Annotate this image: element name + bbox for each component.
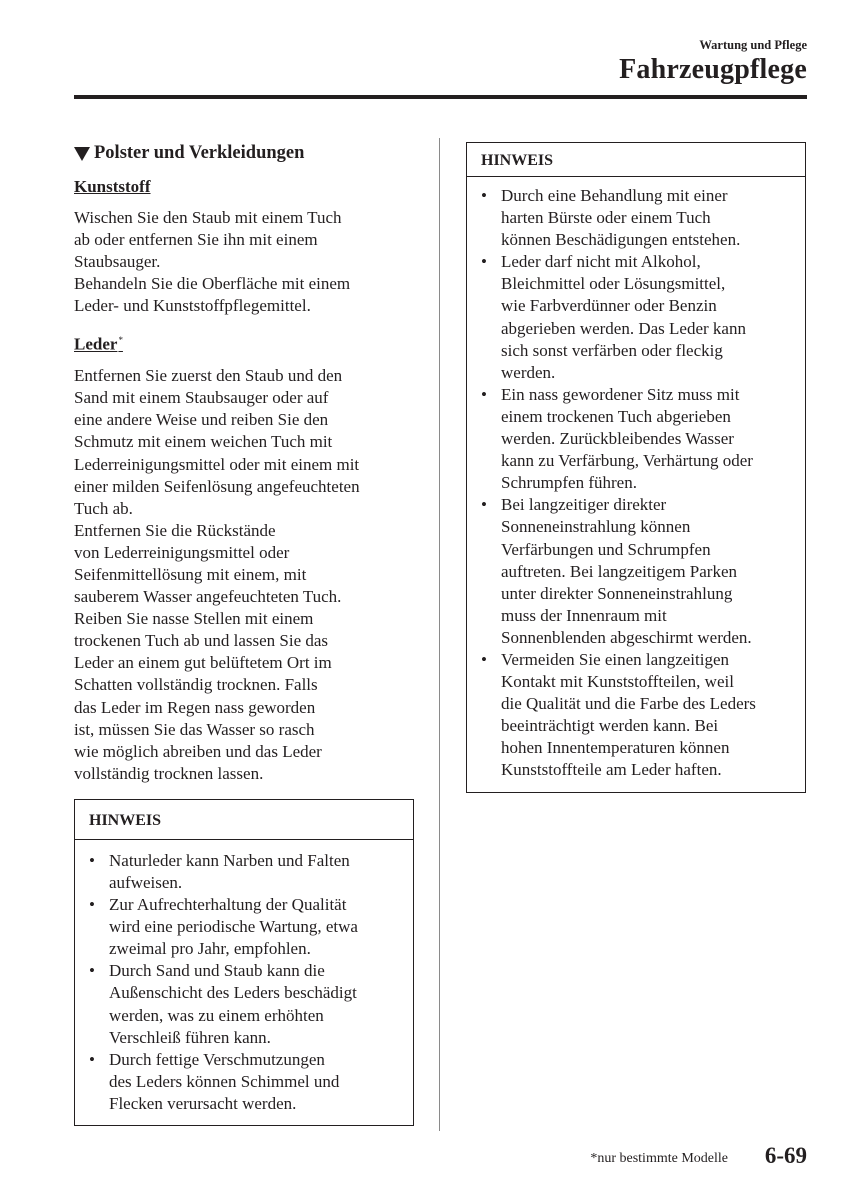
list-item-text [501,251,746,384]
list-item [481,185,795,251]
kunststoff-subheading: Kunststoff [74,177,151,196]
text-line: Verschleiß führen kann. [109,1027,271,1047]
text-line: vollständig trocknen lassen. [74,763,264,783]
text-line: Behandeln Sie die Oberfläche mit einem [74,274,351,294]
text-line: eine andere Weise und reiben Sie den [74,410,329,430]
kunststoff-paragraph [74,207,416,317]
list-item [481,649,795,782]
text-line: Außenschicht des Leders beschädigt [109,983,357,1003]
text-line: das Leder im Regen nass geworden [74,697,316,717]
text-line: Wischen Sie den Staub mit einem Tuch [74,208,342,227]
text-line: Schrumpfen führen. [501,473,637,493]
note-title: HINWEIS [75,800,413,840]
list-item-text [109,894,358,960]
text-line: Entfernen Sie die Rückstände [74,520,276,540]
list-item [481,384,795,494]
text-line: Vermeiden Sie einen langzeitigen [501,649,729,669]
text-line: unter direkter Sonneneinstrahlung [501,583,733,603]
list-item-text [501,494,752,649]
text-line: sauberem Wasser angefeuchteten Tuch. [74,587,342,607]
page-title: Fahrzeugpflege [619,54,807,85]
bullet-icon: • [89,850,95,870]
text-line: Bleichmittel oder Lösungsmittel, [501,274,726,294]
text-line: zweimal pro Jahr, empfohlen. [109,939,311,959]
list-item-text [109,960,357,1048]
text-line: ab oder entfernen Sie ihn mit einem [74,230,318,250]
text-line: Entfernen Sie zuerst den Staub und den [74,366,343,386]
text-line: Sonneneinstrahlung können [501,517,691,537]
list-item [89,894,403,960]
header-rule [74,95,807,99]
text-line: muss der Innenraum mit [501,605,667,625]
text-line: können Beschädigungen entstehen. [501,230,741,250]
column-divider [439,138,440,1131]
bullet-icon: • [481,384,487,404]
bullet-icon: • [89,961,95,981]
list-item-text [501,185,740,251]
section-heading [74,143,416,164]
text-line: Durch fettige Verschmutzungen [109,1049,325,1069]
text-line: beeinträchtigt werden kann. Bei [501,716,719,736]
text-line: wird eine periodische Wartung, etwa [109,917,358,937]
text-line: Zur Aufrechterhaltung der Qualität [109,895,347,915]
text-line: Reiben Sie nasse Stellen mit einem [74,609,314,629]
note-list [467,177,805,792]
text-line: wie möglich abreiben und das Leder [74,741,322,761]
list-item [481,251,795,384]
text-line: Leder an einem gut belüftetem Ort im [74,653,332,673]
note-list [75,840,413,1125]
triangle-down-icon [74,147,90,161]
text-line: Kunststoffteile am Leder haften. [501,760,722,780]
text-line: werden, was zu einem erhöhten [109,1005,324,1025]
text-line: sich sonst verfärben oder fleckig [501,340,723,360]
text-line: Sand mit einem Staubsauger oder auf [74,388,329,408]
bullet-icon: • [481,186,487,205]
text-line: werden. Zurückbleibendes Wasser [501,429,734,449]
text-line: wie Farbverdünner oder Benzin [501,296,717,316]
footnote-mark: * [118,335,123,346]
text-line: ist, müssen Sie das Wasser so rasch [74,719,315,739]
page-number: 6-69 [764,1143,807,1168]
right-column [466,142,806,793]
text-line: Kontakt mit Kunststoffteilen, weil [501,672,734,692]
text-line: Sonnenblenden abgeschirmt werden. [501,627,752,647]
bullet-icon: • [89,895,95,915]
list-item [89,850,403,894]
list-item-text [109,1049,339,1115]
text-line: hohen Innentemperaturen können [501,738,730,758]
text-line: abgerieben werden. Das Leder kann [501,318,746,338]
left-column [74,140,416,1126]
text-line: werden. [501,362,556,382]
note-box-left [74,799,414,1126]
bullet-icon: • [481,649,487,669]
leder-paragraph [74,365,416,785]
note-title: HINWEIS [467,143,805,177]
bullet-icon: • [89,1049,95,1069]
text-line: kann zu Verfärbung, Verhärtung oder [501,451,753,471]
text-line: des Leders können Schimmel und [109,1071,340,1091]
text-line: Schmutz mit einem weichen Tuch mit [74,432,333,452]
list-item-text [501,649,756,782]
text-line: Lederreinigungsmittel oder mit einem mit [74,454,360,474]
text-line: Schatten vollständig trocknen. Falls [74,675,318,695]
text-line: Durch eine Behandlung mit einer [501,186,728,205]
list-item [89,1049,403,1115]
text-line: einem trockenen Tuch abgerieben [501,406,731,426]
text-line: trockenen Tuch ab und lassen Sie das [74,631,329,651]
list-item [481,494,795,649]
text-line: einer milden Seifenlösung angefeuchteten [74,476,360,496]
list-item-text [501,384,753,494]
text-line: Tuch ab. [74,498,133,518]
text-line: Staubsauger. [74,252,161,272]
text-line: von Lederreinigungsmittel oder [74,542,290,562]
header-section-label: Wartung und Pflege [699,38,807,52]
leder-subheading-text: Leder [74,335,118,355]
text-line: auftreten. Bei langzeitigem Parken [501,561,738,581]
text-line: harten Bürste oder einem Tuch [501,208,711,228]
leder-subheading [74,329,416,356]
note-box-right [466,142,806,793]
text-line: die Qualität und die Farbe des Leders [501,694,756,714]
text-line: Leder- und Kunststoffpflegemittel. [74,296,311,316]
text-line: Durch Sand und Staub kann die [109,961,325,981]
footnote: *nur bestimmte Modelle [590,1151,728,1166]
text-line: Naturleder kann Narben und Falten [109,850,350,870]
text-line: aufweisen. [109,873,183,892]
list-item-text [109,850,350,894]
text-line: Ein nass gewordener Sitz muss mit [501,384,740,404]
list-item [89,960,403,1048]
text-line: Seifenmittellösung mit einem, mit [74,564,307,584]
bullet-icon: • [481,252,487,272]
text-line: Bei langzeitiger direkter [501,495,667,515]
bullet-icon: • [481,495,487,515]
section-heading-text: Polster und Verkleidungen [94,143,305,163]
text-line: Verfärbungen und Schrumpfen [501,539,711,559]
text-line: Leder darf nicht mit Alkohol, [501,252,701,272]
text-line: Flecken verursacht werden. [109,1093,297,1113]
